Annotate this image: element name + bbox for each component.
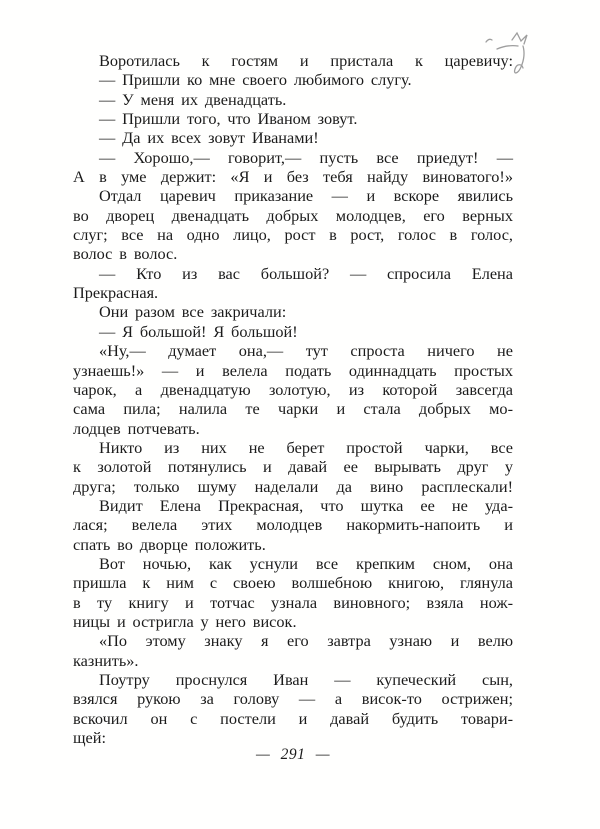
text-line: А в уме держит: «Я и без тебя найду виноватого!» bbox=[73, 167, 513, 187]
text-line: к золотой потянулись и давай ее вырывать друг у bbox=[73, 457, 513, 477]
text-line: друга; только шуму наделали да вино расплескали! bbox=[73, 476, 513, 496]
text-line: слуг; все на одно лицо, рост в рост, голос в голос, bbox=[73, 225, 513, 245]
text-line: щей: bbox=[73, 728, 106, 748]
text-line: — Да их всех зовут Иванами! bbox=[99, 128, 319, 148]
text-line: — Пришли ко мне своего любимого слугу. bbox=[99, 70, 412, 90]
text-line: — Я большой! Я большой! bbox=[99, 321, 298, 341]
text-line: Вот ночью, как уснули все крепким сном, она bbox=[99, 553, 513, 573]
text-line: Видит Елена Прекрасная, что шутка ее не уда- bbox=[99, 495, 513, 515]
text-line: Прекрасная. bbox=[73, 283, 159, 303]
text-line: узнаешь!» — и велела подать одиннадцать простых bbox=[73, 360, 513, 380]
text-line: казнить». bbox=[73, 650, 139, 670]
text-line: — Кто из вас большой? — спросила Елена bbox=[99, 263, 513, 283]
text-line: Они разом все закричали: bbox=[99, 302, 287, 322]
text-line: волос в волос. bbox=[73, 244, 178, 264]
text-line: взялся рукою за голову — а висок-то острижен; bbox=[73, 689, 513, 709]
text-line: «Ну,— думает она,— тут спроста ничего не bbox=[99, 341, 513, 361]
text-line: — У меня их двенадцать. bbox=[99, 89, 287, 109]
text-line: лася; велела этих молодцев накормить-напоить и bbox=[73, 515, 513, 535]
text-line: «По этому знаку я его завтра узнаю и велю bbox=[99, 631, 513, 651]
text-column bbox=[73, 51, 513, 747]
text-line: Никто из них не берет простой чарки, все bbox=[99, 437, 513, 457]
text-line: Отдал царевич приказание — и вскоре явились bbox=[99, 186, 513, 206]
text-line: чарок, а двенадцатую золотую, из которой завсегда bbox=[73, 379, 513, 399]
page-number: — 291 — bbox=[255, 746, 331, 763]
text-line: Воротилась к гостям и пристала к царевичу: bbox=[99, 51, 513, 70]
text-line: Поутру проснулся Иван — купеческий сын, bbox=[99, 670, 513, 689]
text-line: во дворец двенадцать добрых молодцев, его верных bbox=[73, 205, 513, 225]
text-line: лодцев потчевать. bbox=[73, 418, 200, 438]
text-line: сама пила; налила те чарки и стала добрых мо- bbox=[73, 399, 513, 419]
text-line: в ту книгу и тотчас узнала виновного; взяла нож- bbox=[73, 592, 513, 612]
text-line: пришла к ним с своею волшебною книгою, глянула bbox=[73, 573, 513, 593]
text-line: вскочил он с постели и давай будить товари- bbox=[73, 708, 513, 728]
text-line: — Пришли того, что Иваном зовут. bbox=[99, 109, 358, 129]
pencil-scribble-icon bbox=[478, 25, 538, 85]
text-line: ницы и остригла у него висок. bbox=[73, 611, 297, 631]
text-line: спать во дворце положить. bbox=[73, 534, 266, 554]
text-line: — Хорошо,— говорит,— пусть все приедут! — bbox=[99, 147, 513, 167]
